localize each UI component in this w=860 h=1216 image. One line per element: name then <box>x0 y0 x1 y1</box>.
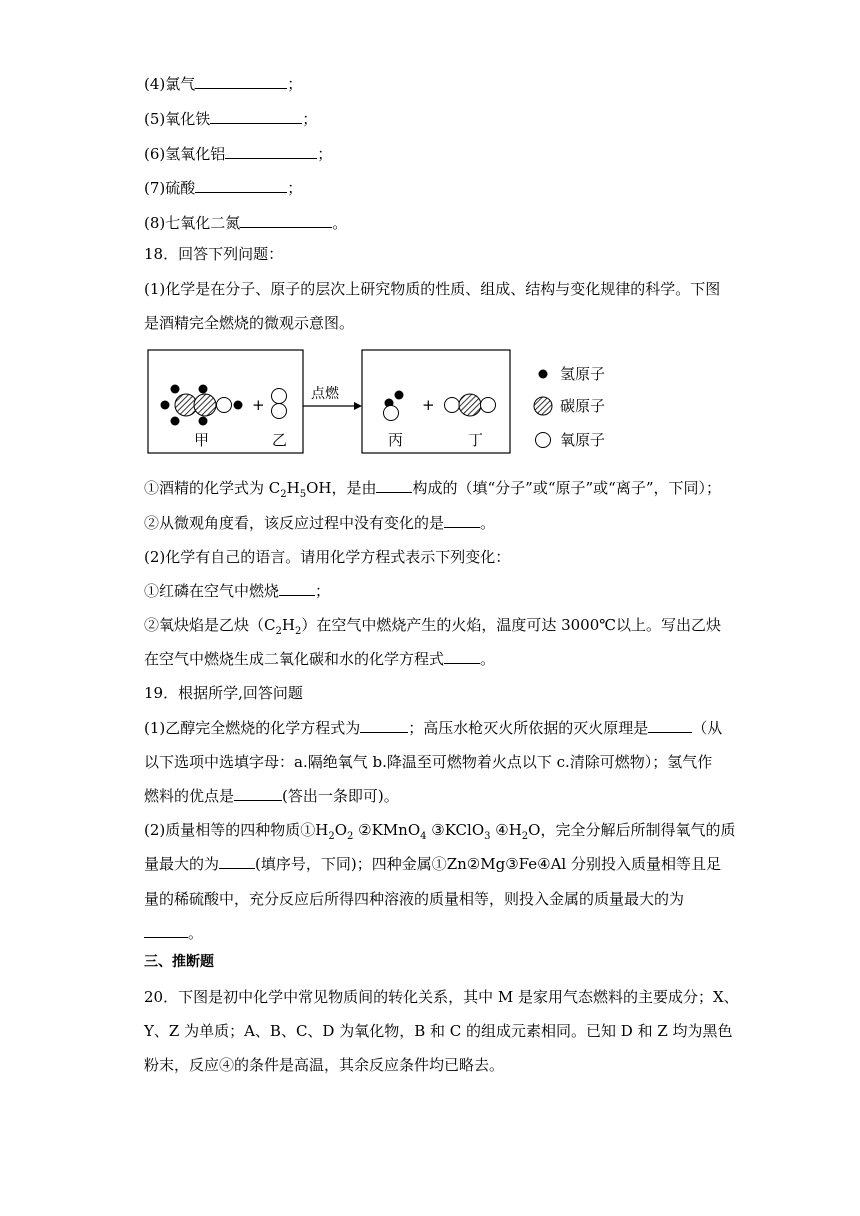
answer-blank[interactable] <box>144 923 188 938</box>
answer-blank[interactable] <box>234 786 282 801</box>
ethanol-molecule <box>161 385 243 426</box>
item-8 <box>144 213 347 233</box>
label-yi: 乙 <box>272 431 288 449</box>
text: 构成的（填“分子”或“原子”或“离子”，下同）； <box>412 479 721 497</box>
text: ②KMnO <box>353 821 421 839</box>
q19-l3 <box>144 786 399 806</box>
item-text: (4)氯气 <box>144 75 196 93</box>
legend-hydrogen: 氢原子 <box>560 365 606 383</box>
q18-s4-line2 <box>144 649 495 669</box>
text: （从 <box>692 719 723 737</box>
item-4 <box>144 74 302 94</box>
punct: ； <box>287 179 303 197</box>
punct: ； <box>317 145 333 163</box>
carbon-atom-icon <box>534 397 552 415</box>
item-text: (8)七氧化二氮 <box>144 214 241 232</box>
text: O <box>334 821 348 839</box>
q18-s2 <box>144 513 495 533</box>
text: ④H <box>490 821 522 839</box>
text: 。 <box>188 924 204 942</box>
text: (填序号，下同)；四种金属①Zn②Mg③Fe④Al 分别投入质量相等且足 <box>255 855 721 873</box>
text: ；高压水枪灭火所依据的灭火原理是 <box>408 719 649 737</box>
subscript: 2 <box>294 626 302 637</box>
answer-blank[interactable] <box>225 144 317 159</box>
answer-blank[interactable] <box>444 649 480 664</box>
q20-l2: Y、Z 为单质；A、B、C、D 为氧化物，B 和 C 的组成元素相同。已知 D 和 Z 均为黑色 <box>144 1022 733 1040</box>
text: (1)乙醇完全燃烧的化学方程式为 <box>144 719 361 737</box>
answer-blank[interactable] <box>219 854 255 869</box>
text: (答出一条即可)。 <box>282 787 399 805</box>
arrow-head-icon <box>354 402 362 410</box>
q19-l6: 量的稀硫酸中，充分反应后所得四种溶液的质量相等，则投入金属的质量最大的为 <box>144 890 685 908</box>
label-jia: 甲 <box>194 431 210 449</box>
subscript: 2 <box>275 626 282 637</box>
water-molecule <box>384 391 404 421</box>
answer-blank[interactable] <box>360 718 408 733</box>
item-5 <box>144 109 317 129</box>
text: ②从微观角度看，该反应过程中没有变化的是 <box>144 514 445 532</box>
subscript: 2 <box>521 831 529 842</box>
answer-blank[interactable] <box>210 109 302 124</box>
oxygen-molecule <box>272 389 287 419</box>
label-bing: 丙 <box>388 431 404 449</box>
answer-blank[interactable] <box>195 178 287 193</box>
subscript: 2 <box>280 489 287 500</box>
plus-sign: + <box>422 396 435 414</box>
item-7 <box>144 178 302 198</box>
q20-l1: 20．下图是初中化学中常见物质间的转化关系，其中 M 是家用气态燃料的主要成分；X、 <box>144 988 739 1006</box>
q19-l1 <box>144 718 722 738</box>
q18-p1-line2: 是酒精完全燃烧的微观示意图。 <box>144 314 355 332</box>
q19-l2: 以下选项中选填字母：a.隔绝氧气 b.降温至可燃物着火点以下 c.清除可燃物）；氢气作 <box>144 753 713 771</box>
section-heading: 三、推断题 <box>144 954 214 970</box>
q19-l5 <box>144 854 721 874</box>
text: 。 <box>480 650 496 668</box>
text: H <box>286 479 300 497</box>
arrow-label: 点燃 <box>311 386 339 402</box>
text: ①酒精的化学式为 C <box>144 479 281 497</box>
label-ding: 丁 <box>468 431 484 449</box>
answer-blank[interactable] <box>648 718 692 733</box>
answer-blank[interactable] <box>195 74 287 89</box>
q18-title: 18．回答下列问题： <box>144 245 284 263</box>
subscript: 3 <box>484 831 491 842</box>
hydrogen-atom-icon <box>539 370 548 379</box>
text: ； <box>315 582 331 600</box>
combustion-diagram <box>144 348 624 458</box>
item-text: (6)氢氧化铝 <box>144 145 226 163</box>
subscript: 4 <box>420 831 427 842</box>
answer-blank[interactable] <box>444 513 480 528</box>
q18-p2: (2)化学有自己的语言。请用化学方程式表示下列变化： <box>144 548 511 566</box>
q18-s4 <box>144 615 721 635</box>
q19-l7 <box>144 923 203 943</box>
co2-molecule <box>445 394 496 416</box>
plus-sign: + <box>252 396 265 414</box>
text: H <box>281 616 295 634</box>
answer-blank[interactable] <box>376 478 412 493</box>
q18-s1 <box>144 478 721 498</box>
subscript: 2 <box>347 831 354 842</box>
q19-l4 <box>144 820 735 840</box>
item-text: (7)硫酸 <box>144 179 196 197</box>
q18-p1-line1: (1)化学是在分子、原子的层次上研究物质的性质、组成、结构与变化规律的科学。下图 <box>144 280 721 298</box>
answer-blank[interactable] <box>240 213 332 228</box>
legend-oxygen: 氧原子 <box>560 431 606 449</box>
text: ②氧炔焰是乙炔（C <box>144 616 276 634</box>
q18-s3 <box>144 581 330 601</box>
subscript: 5 <box>299 489 307 500</box>
punct: 。 <box>332 214 348 232</box>
text: OH，是由 <box>306 479 377 497</box>
oxygen-atom-icon <box>536 433 551 448</box>
punct: ； <box>302 110 318 128</box>
text: 在空气中燃烧生成二氧化碳和水的化学方程式 <box>144 650 445 668</box>
text: ③KClO <box>426 821 485 839</box>
q20-l3: 粉末，反应④的条件是高温，其余反应条件均已略去。 <box>144 1056 505 1074</box>
text: 。 <box>480 514 496 532</box>
text: O，完全分解后所制得氧气的质 <box>528 821 736 839</box>
text: 量最大的为 <box>144 855 220 873</box>
legend-carbon: 碳原子 <box>560 397 606 415</box>
text: ）在空气中燃烧产生的火焰，温度可达 3000℃以上。写出乙炔 <box>301 616 722 634</box>
punct: ； <box>287 75 303 93</box>
text: 燃料的优点是 <box>144 787 235 805</box>
item-text: (5)氧化铁 <box>144 110 211 128</box>
subscript: 2 <box>328 831 335 842</box>
text: (2)质量相等的四种物质①H <box>144 821 329 839</box>
item-6 <box>144 144 332 164</box>
answer-blank[interactable] <box>279 581 315 596</box>
q19-title: 19．根据所学,回答问题 <box>144 684 303 702</box>
text: ①红磷在空气中燃烧 <box>144 582 280 600</box>
